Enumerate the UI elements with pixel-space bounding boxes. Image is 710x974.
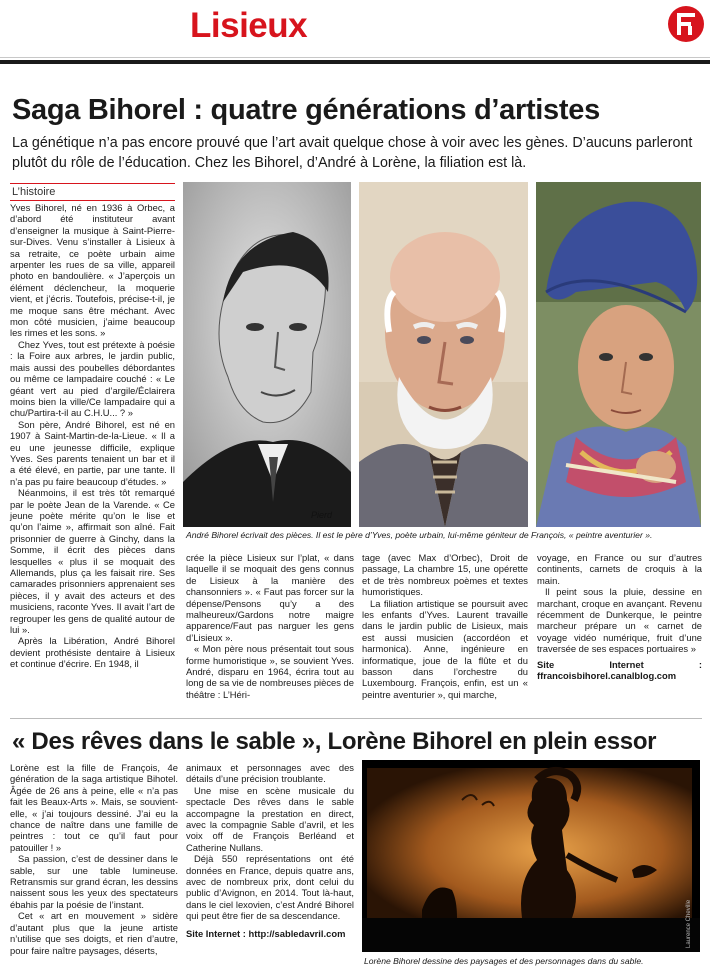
paragraph: Yves Bihorel, né en 1936 à Orbec, a d’abord été instituteur avant d’enseigner la musique à Saint-Pierre-sur-Dives. Venu s’installer à Lisieux à sa retraite, ce poète urbain aime arpenter les rues de sa ville, appareil photo en bandoulière. « J’aperçois un élément déclencheur, la moquerie vient, et j’écris. Toutefois, précise-t-il, je me moque sans être méchant. Avec mon côté musicien, j’aime beaucoup les rimes et les sons. » — [10, 202, 175, 339]
article-column-1 — [10, 202, 175, 670]
sand-photo-caption: Lorène Bihorel dessine des paysages et des personnages dans du sable. — [364, 956, 644, 966]
section-divider — [10, 718, 702, 719]
photo-credit: Laurence Cheville — [686, 899, 692, 948]
paragraph: Cet « art en mouvement » sidère d’autant plus que la jeune artiste n’utilise que ses doigts, et rien d’autre, pour faire naître paysages, déserts, — [10, 910, 178, 956]
paragraph: Déjà 550 représentations ont été données en France, depuis quatre ans, avec de nombreux prix, dont celui du public d’Avignon, en 2014. Tout là-haut, dans le ciel lexovien, c’est André Bihorel qui peut être fier de sa descendance. — [186, 853, 354, 922]
article2-headline: « Des rêves dans le sable », Lorène Bihorel en plein essor — [12, 728, 657, 755]
article2-column-2 — [186, 762, 354, 939]
portrait-photos — [183, 182, 701, 527]
website-line: Site Internet : http://sabledavril.com — [186, 927, 346, 939]
yves-bihorel-photo — [359, 182, 528, 527]
article-column-2 — [186, 552, 354, 700]
francois-bihorel-photo — [536, 182, 701, 527]
photo-signature: Pierd — [311, 510, 333, 520]
article-lede: La génétique n’a pas encore prouvé que l’art avait quelque chose à voir avec les gènes. D’aucuns parleront plutôt du rôle de l’éducation. Chez les Bihorel, d’André à Lorène, la filiation est là. — [12, 135, 693, 171]
page-header — [0, 0, 710, 58]
paragraph: « Mon père nous présentait tout sous forme humoristique », se souvient Yves. André, disparu en 1964, écrira tout au long de sa vie de nombreuses pièces de théâtre : L’Héri- — [186, 643, 354, 700]
paragraph: Après la Libération, André Bihorel devient prothésiste dentaire à Lisieux et continue d’écrire. En 1948, il — [10, 635, 175, 670]
website-line: Site Internet : ffrancoisbihorel.canalblog.com — [537, 658, 702, 682]
paragraph: Chez Yves, tout est prétexte à poésie : la Foire aux arbres, le jardin public, mais aussi des poubelles débordantes ou même ce lampadaire couché : « Le géant vert au pied d’argile/Éclairera moins bien la ville/Ce lampadaire qui a chu/Partira-t-il au C.H.U... ? » — [10, 338, 175, 419]
paragraph: Sa passion, c’est de dessiner dans le sable, sur une table lumineuse. Retransmis sur grand écran, les dessins naissent sous les yeux des spectateurs ébahis par la poésie de l’instant. — [10, 853, 178, 910]
paragraph: tage (avec Max d’Orbec), Droit de passage, La chambre 15, une opérette et de très nombreux poèmes et textes humoristiques. — [362, 552, 528, 598]
paragraph: Son père, André Bihorel, est né en 1907 à Saint-Martin-de-la-Lieue. « Il a eu une jeunesse difficile, explique Yves. Ses parents tenaient un bar et il a été élevé, en partie, par une tante. Il n’a pas pu faire beaucoup d’études. » — [10, 418, 175, 487]
sand-art-photo — [362, 760, 700, 952]
article-headline: Saga Bihorel : quatre générations d’artistes — [12, 94, 600, 126]
paragraph: Une mise en scène musicale du spectacle Des rêves dans le sable accompagne la prestation en direct, avec la compagnie Sable d’avril, et les voix off de François Berléand et Catherine Nullans. — [186, 784, 354, 853]
article-column-4 — [537, 552, 702, 681]
article2-column-1 — [10, 762, 178, 956]
newspaper-logo — [668, 6, 704, 42]
paragraph: Lorène est la fille de François, 4e génération de la saga artistique Bihotel. Âgée de 26 ans à peine, elle « n’a pas fait les Beaux-Arts ». Mais, se souvient-elle, « j’ai toujours dessiné. J’ai eu la chance de naître dans une famille de peintres : tout ce qu’il faut pour patouiller ! » — [10, 762, 178, 853]
section-title: Lisieux — [190, 6, 308, 45]
header-rule — [0, 60, 710, 64]
paragraph: La filiation artistique se poursuit avec les enfants d’Yves. Laurent travaille dans le jardin public de Lisieux, mais est aussi musicien (accordéon et harmonica). Anne, ingénieure en informatique, joue de la flûte et du basson dans l’orchestre du Luxembourg. François, enfin, est un « peintre aventurier », qui marche, — [362, 597, 528, 700]
article-kicker: L’histoire — [10, 183, 175, 201]
paragraph: voyage, en France ou sur d’autres continents, carnets de croquis à la main. — [537, 552, 702, 586]
photos-caption: André Bihorel écrivait des pièces. Il est le père d’Yves, poète urbain, lui-même géniteur de François, « peintre aventurier ». — [186, 530, 653, 540]
andre-bihorel-photo — [183, 182, 351, 527]
article-column-3 — [362, 552, 528, 700]
paragraph: Néanmoins, il est très tôt remarqué par le poète Jean de la Varende. « Ce jeune poète mérite qu’on le lise et qu’on l’aime », affirmait son aîné. Fait prisonnier de guerre à Ginchy, dans la Somme, il écrit des pièces dans lesquelles « plus il se moquait des Allemands, plus ça les faisait rire. Ses camarades prisonniers apprenaient ses pièces, il y avait des acteurs et des musiciens, raconte Yves. Il avait l’art de regrouper les gens de qualité autour de lui ». — [10, 487, 175, 636]
paragraph: animaux et personnages avec des détails d’une précision troublante. — [186, 762, 354, 785]
paragraph: Il peint sous la pluie, dessine en marchant, croque en avançant. Revenu récemment de Dunkerque, le peintre marcheur prépare un « carnet de voyage vidéo numérique, fruit d’une traversée de ses espaces portuaires » — [537, 586, 702, 655]
paragraph: crée la pièce Lisieux sur l’plat, « dans laquelle il se moquait des gens connus de Lisieux à la manière des chansonniers ». « Faut pas forcer sur la dépense/Pensons qu’y a des malheureux/Gardons notre maigre apparence/Faut pas narguer les gens d’Lisieux ». — [186, 552, 354, 643]
